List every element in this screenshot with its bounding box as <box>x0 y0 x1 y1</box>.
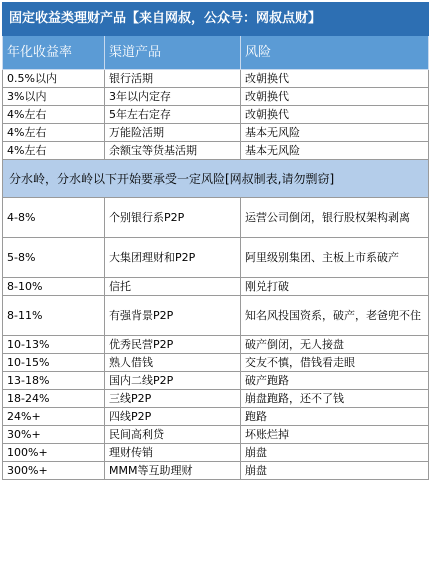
yield-table <box>2 2 429 480</box>
yield-cell: 13-18% <box>3 372 105 390</box>
risk-cell: 刚兑打破 <box>240 278 428 296</box>
risk-cell: 改朝换代 <box>240 70 428 88</box>
risk-cell: 崩盘 <box>240 444 428 462</box>
risk-cell: 跑路 <box>240 408 428 426</box>
channel-cell: 3年以内定存 <box>104 88 240 106</box>
header-risk: 风险 <box>240 36 428 70</box>
watershed-note: 分水岭，分水岭以下开始要承受一定风险[网叔制表,请勿剽窃] <box>3 160 429 198</box>
table-row <box>3 278 429 296</box>
channel-cell: 有强背景P2P <box>104 296 240 336</box>
header-yield: 年化收益率 <box>3 36 105 70</box>
header-row <box>3 36 429 70</box>
channel-cell: 国内二线P2P <box>104 372 240 390</box>
channel-cell: MMM等互助理财 <box>104 462 240 480</box>
yield-cell: 5-8% <box>3 238 105 278</box>
channel-cell: 四线P2P <box>104 408 240 426</box>
risk-cell: 崩盘 <box>240 462 428 480</box>
table-row <box>3 408 429 426</box>
yield-cell: 100%+ <box>3 444 105 462</box>
yield-cell: 4%左右 <box>3 142 105 160</box>
risk-cell: 交友不慎，借钱看走眼 <box>240 354 428 372</box>
channel-cell: 余额宝等货基活期 <box>104 142 240 160</box>
table-row <box>3 444 429 462</box>
yield-cell: 4%左右 <box>3 106 105 124</box>
table-title: 固定收益类理财产品【来自网叔，公众号：网叔点财】 <box>3 3 429 36</box>
table-row <box>3 296 429 336</box>
channel-cell: 银行活期 <box>104 70 240 88</box>
channel-cell: 大集团理财和P2P <box>104 238 240 278</box>
table-row <box>3 462 429 480</box>
table-row <box>3 142 429 160</box>
yield-cell: 30%+ <box>3 426 105 444</box>
channel-cell: 三线P2P <box>104 390 240 408</box>
risk-cell: 知名风投国资系，破产，老爸兜不住 <box>240 296 428 336</box>
table-row <box>3 238 429 278</box>
table-row <box>3 390 429 408</box>
table-title-row <box>3 3 429 36</box>
channel-cell: 优秀民营P2P <box>104 336 240 354</box>
yield-cell: 10-13% <box>3 336 105 354</box>
yield-table-container <box>2 2 429 480</box>
risk-cell: 破产跑路 <box>240 372 428 390</box>
channel-cell: 理财传销 <box>104 444 240 462</box>
yield-cell: 8-10% <box>3 278 105 296</box>
table-row <box>3 106 429 124</box>
channel-cell: 个别银行系P2P <box>104 198 240 238</box>
table-row <box>3 372 429 390</box>
table-row <box>3 70 429 88</box>
risk-cell: 基本无风险 <box>240 124 428 142</box>
yield-cell: 4%左右 <box>3 124 105 142</box>
yield-cell: 18-24% <box>3 390 105 408</box>
risk-cell: 改朝换代 <box>240 88 428 106</box>
risk-cell: 改朝换代 <box>240 106 428 124</box>
risk-cell: 运营公司倒闭，银行股权架构剥离 <box>240 198 428 238</box>
channel-cell: 熟人借钱 <box>104 354 240 372</box>
risk-cell: 阿里级别集团、主板上市系破产 <box>240 238 428 278</box>
risk-cell: 基本无风险 <box>240 142 428 160</box>
channel-cell: 万能险活期 <box>104 124 240 142</box>
watershed-row <box>3 160 429 198</box>
risk-cell: 破产倒闭，无人接盘 <box>240 336 428 354</box>
yield-cell: 0.5%以内 <box>3 70 105 88</box>
yield-cell: 300%+ <box>3 462 105 480</box>
channel-cell: 信托 <box>104 278 240 296</box>
yield-cell: 8-11% <box>3 296 105 336</box>
risk-cell: 坏账烂掉 <box>240 426 428 444</box>
header-channel: 渠道产品 <box>104 36 240 70</box>
yield-cell: 4-8% <box>3 198 105 238</box>
table-row <box>3 198 429 238</box>
table-row <box>3 354 429 372</box>
yield-cell: 24%+ <box>3 408 105 426</box>
risk-cell: 崩盘跑路，还不了钱 <box>240 390 428 408</box>
table-row <box>3 426 429 444</box>
table-row <box>3 88 429 106</box>
yield-cell: 3%以内 <box>3 88 105 106</box>
channel-cell: 民间高利贷 <box>104 426 240 444</box>
table-row <box>3 336 429 354</box>
yield-cell: 10-15% <box>3 354 105 372</box>
table-row <box>3 124 429 142</box>
channel-cell: 5年左右定存 <box>104 106 240 124</box>
